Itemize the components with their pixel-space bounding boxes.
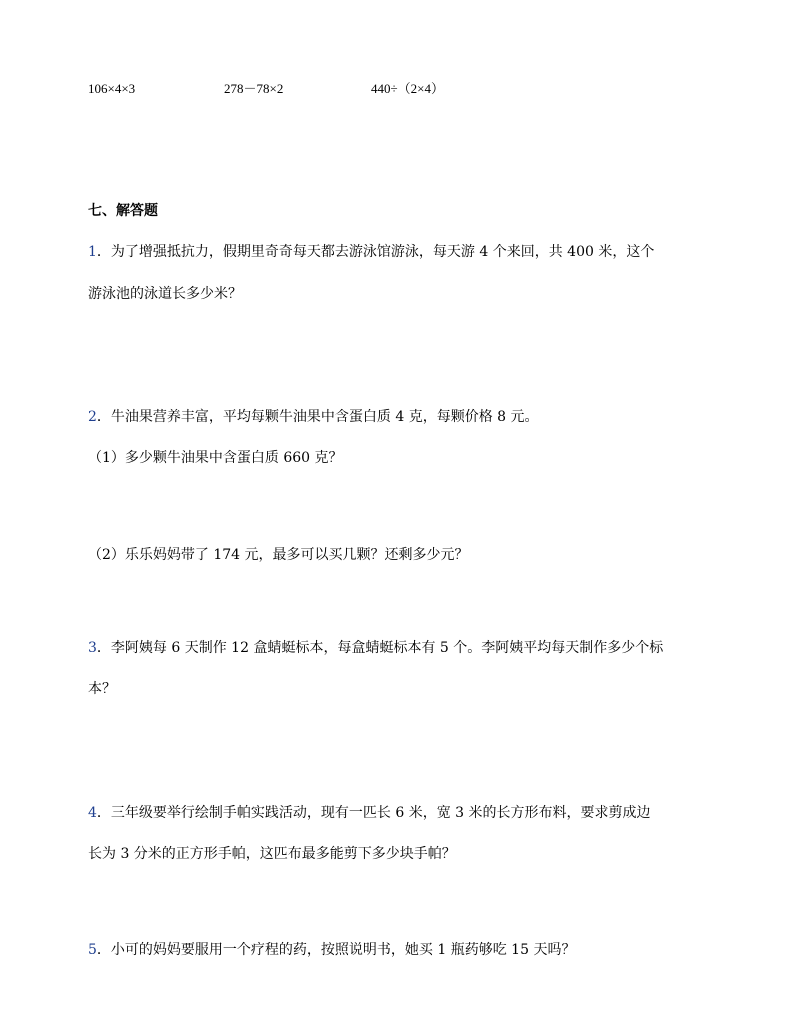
problem-3-line-2: 本？ <box>88 681 116 697</box>
problem-4-number: 4 <box>88 805 97 821</box>
expression-3: 440÷（2×4） <box>371 81 444 96</box>
problem-3-line-1 <box>88 638 663 658</box>
problem-1-line-2: 游泳池的泳道长多少米？ <box>88 286 242 302</box>
problem-4-line-1 <box>88 803 651 823</box>
problem-2-number: 2 <box>88 409 97 425</box>
problem-2-sub-2: （2）乐乐妈妈带了 174 元，最多可以买几颗？还剩多少元？ <box>88 547 469 563</box>
problem-1-line-1 <box>88 242 654 262</box>
problem-4-text: ．三年级要举行绘制手帕实践活动，现有一匹长 6 米，宽 3 米的长方形布料，要求剪成边 <box>96 805 651 821</box>
problem-1-number: 1 <box>88 244 97 260</box>
problem-3-text: ．李阿姨每 6 天制作 12 盒蜻蜓标本，每盒蜻蜓标本有 5 个。李阿姨平均每天制作多少个标 <box>96 640 664 656</box>
problem-2-line-1 <box>88 407 539 427</box>
problem-2-sub-1: （1）多少颗牛油果中含蛋白质 660 克？ <box>88 450 343 466</box>
problem-5-line-1 <box>88 940 575 960</box>
problem-3-number: 3 <box>88 640 97 656</box>
problem-2-text: ．牛油果营养丰富，平均每颗牛油果中含蛋白质 4 克，每颗价格 8 元。 <box>96 409 539 425</box>
problem-5-number: 5 <box>88 942 97 958</box>
section-title: 七、解答题 <box>88 203 158 219</box>
expression-2: 278－78×2 <box>224 81 284 96</box>
problem-5-text: ．小可的妈妈要服用一个疗程的药，按照说明书，她买 1 瓶药够吃 15 天吗？ <box>96 942 576 958</box>
problem-4-line-2: 长为 3 分米的正方形手帕，这匹布最多能剪下多少块手帕？ <box>88 846 456 862</box>
problem-1-text: ．为了增强抵抗力，假期里奇奇每天都去游泳馆游泳，每天游 4 个来回，共 400 米，这个 <box>96 244 655 260</box>
expression-1: 106×4×3 <box>88 81 136 96</box>
